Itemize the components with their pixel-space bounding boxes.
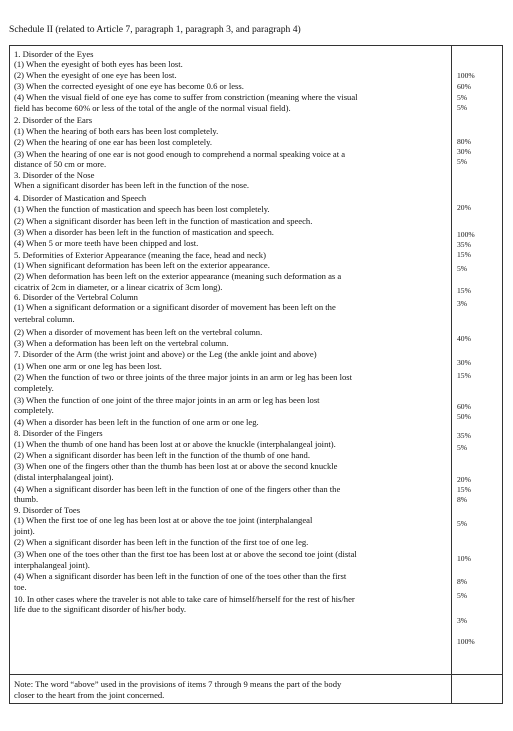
provision-line: (distal interphalangeal joint).	[14, 472, 114, 482]
provision-line: (4) When 5 or more teeth have been chipped and lost.	[14, 238, 199, 248]
percentage-value: 10%	[457, 554, 471, 563]
percentage-value: 3%	[457, 616, 468, 625]
provision-line: (1) When the first toe of one leg has been lost at or above the toe joint (interphalangeal	[14, 515, 313, 525]
provision-line: When a significant disorder has been left in the function of the nose.	[14, 180, 250, 190]
provision-line: (3) When one of the toes other than the first toe has been lost at or above the second toe joint (distal	[14, 549, 357, 559]
provision-line: (2) When a significant disorder has been left in the function of the thumb of one hand.	[14, 450, 311, 460]
provision-line: (3) When the corrected eyesight of one eye has become 0.6 or less.	[14, 81, 244, 91]
percentage-value: 8%	[457, 495, 468, 504]
provision-line: (2) When the hearing of one ear has been lost completely.	[14, 137, 213, 147]
provision-line: (1) When the thumb of one hand has been lost at or above the knuckle (interphalangeal joint).	[14, 439, 336, 449]
provision-line: thumb.	[14, 494, 39, 504]
provision-line: vertebral column.	[14, 314, 75, 324]
provision-line: (1) When the eyesight of both eyes has been lost.	[14, 59, 183, 69]
percentage-value: 100%	[457, 71, 475, 80]
provision-line: 8. Disorder of the Fingers	[14, 428, 103, 438]
provision-line: (4) When a significant disorder has been left in the function of one of the fingers other than the	[14, 484, 341, 494]
provision-line: (3) When the function of one joint of the three major joints in an arm or leg has been lost	[14, 395, 320, 405]
provision-line: (2) When deformation has been left on the exterior appearance (meaning such deformation as a	[14, 271, 342, 281]
percentage-value: 40%	[457, 334, 471, 343]
provision-line: 1. Disorder of the Eyes	[14, 49, 94, 59]
percentage-value: 35%	[457, 240, 471, 249]
provision-line: (1) When a significant deformation or a significant disorder of movement has been left on the	[14, 302, 336, 312]
provision-line: 10. In other cases where the traveler is not able to take care of himself/herself for the rest of his/her	[14, 594, 355, 604]
percentage-value: 20%	[457, 475, 471, 484]
percentage-value: 5%	[457, 591, 468, 600]
provision-line: 9. Disorder of Toes	[14, 505, 81, 515]
provision-line: (1) When the function of mastication and speech has been lost completely.	[14, 204, 270, 214]
provision-line: interphalangeal joint).	[14, 560, 90, 570]
provision-line: (3) When one of the fingers other than the thumb has been lost at or above the second knuckle	[14, 461, 338, 471]
provision-line: 3. Disorder of the Nose	[14, 170, 95, 180]
percentage-value: 100%	[457, 230, 475, 239]
provision-line: 4. Disorder of Mastication and Speech	[14, 193, 147, 203]
provision-line: 2. Disorder of the Ears	[14, 115, 93, 125]
note-line: closer to the heart from the joint concerned.	[14, 690, 165, 700]
percentage-value: 15%	[457, 250, 471, 259]
provision-line: 5. Deformities of Exterior Appearance (meaning the face, head and neck)	[14, 250, 266, 260]
provision-line: (3) When a disorder has been left in the function of mastication and speech.	[14, 227, 274, 237]
provision-line: (1) When one arm or one leg has been lost.	[14, 361, 162, 371]
percentage-value: 80%	[457, 137, 471, 146]
percentage-value: 60%	[457, 82, 471, 91]
percentage-value: 5%	[457, 103, 468, 112]
provision-line: joint).	[14, 526, 35, 536]
percentage-value: 5%	[457, 157, 468, 166]
percentage-value: 35%	[457, 431, 471, 440]
provision-line: (2) When the function of two or three joints of the three major joints in an arm or leg has been lost	[14, 372, 353, 382]
percentage-value: 5%	[457, 264, 468, 273]
provision-line: 6. Disorder of the Vertebral Column	[14, 292, 138, 302]
percentage-value: 100%	[457, 637, 475, 646]
provision-line: (4) When a disorder has been left in the function of one arm or one leg.	[14, 417, 259, 427]
percentage-value: 8%	[457, 577, 468, 586]
percentage-value: 15%	[457, 485, 471, 494]
provision-line: (1) When significant deformation has been left on the exterior appearance.	[14, 260, 270, 270]
column-divider	[451, 46, 452, 703]
note-line: Note: The word “above” used in the provisions of items 7 through 9 means the part of the body	[14, 679, 342, 689]
percentage-value: 5%	[457, 93, 468, 102]
percentage-value: 15%	[457, 371, 471, 380]
percentage-value: 30%	[457, 147, 471, 156]
provision-line: (4) When the visual field of one eye has come to suffer from constriction (meaning where the visual	[14, 92, 358, 102]
percentage-value: 5%	[457, 519, 468, 528]
provision-line: 7. Disorder of the Arm (the wrist joint and above) or the Leg (the ankle joint and above)	[14, 349, 317, 359]
percentage-value: 50%	[457, 412, 471, 421]
provision-line: (2) When a disorder of movement has been left on the vertebral column.	[14, 327, 263, 337]
percentage-value: 15%	[457, 286, 471, 295]
provision-line: completely.	[14, 405, 54, 415]
provision-line: (2) When a significant disorder has been left in the function of mastication and speech.	[14, 216, 313, 226]
provision-line: (4) When a significant disorder has been left in the function of one of the toes other than the first	[14, 571, 347, 581]
provision-line: (2) When a significant disorder has been left in the function of the first toe of one leg.	[14, 537, 309, 547]
provision-line: (3) When the hearing of one ear is not good enough to comprehend a normal speaking voice at a	[14, 149, 346, 159]
provision-line: distance of 50 cm or more.	[14, 159, 107, 169]
provision-line: life due to the significant disorder of his/her body.	[14, 604, 186, 614]
percentage-value: 5%	[457, 443, 468, 452]
provision-line: completely.	[14, 383, 54, 393]
provision-line: (1) When the hearing of both ears has been lost completely.	[14, 126, 219, 136]
percentage-value: 30%	[457, 358, 471, 367]
note-separator	[10, 674, 502, 675]
provision-line: cicatrix of 2cm in diameter, or a linear cicatrix of 3cm long).	[14, 282, 223, 292]
schedule-table	[9, 45, 503, 704]
percentage-value: 60%	[457, 402, 471, 411]
provision-line: toe.	[14, 582, 27, 592]
provision-line: (2) When the eyesight of one eye has been lost.	[14, 70, 177, 80]
page-title: Schedule II (related to Article 7, paragraph 1, paragraph 3, and paragraph 4)	[9, 24, 301, 35]
percentage-value: 20%	[457, 203, 471, 212]
provision-line: (3) When a deformation has been left on the vertebral column.	[14, 338, 229, 348]
percentage-value: 3%	[457, 299, 468, 308]
provision-line: field has become 60% or less of the total of the angle of the normal visual field).	[14, 103, 291, 113]
